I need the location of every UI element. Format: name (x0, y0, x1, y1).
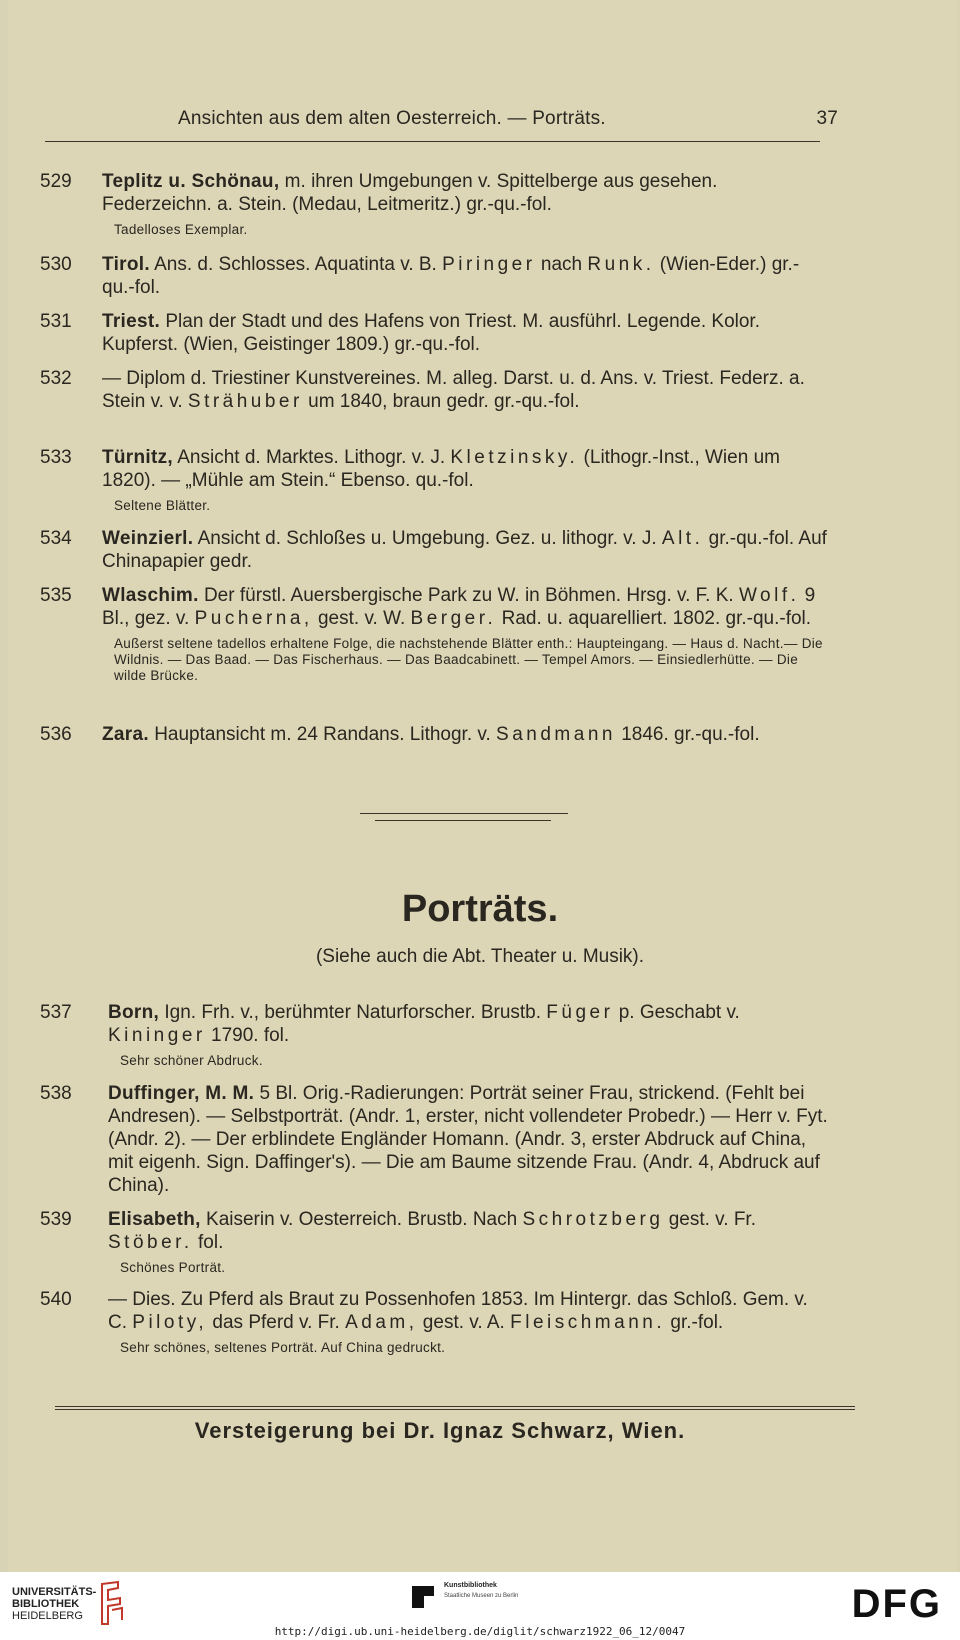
kunstbibliothek-flag-icon (410, 1584, 436, 1610)
entry-text: (Lithogr.-Inst., Wien um 1820). — „Mühle am Stein.“ Ebenso. qu.-fol. (102, 447, 780, 491)
running-title: Ansichten aus dem alten Oesterreich. — Porträts. (178, 108, 606, 129)
entry-text: das Pferd v. Fr. (207, 1312, 346, 1333)
entry-text: Kaiserin v. Oesterreich. Brustb. Nach (200, 1209, 523, 1230)
entry-text: 1790. fol. (205, 1025, 290, 1046)
artist-name: Fleischmann. (510, 1312, 666, 1333)
entry-text: Hauptansicht m. 24 Randans. Lithogr. v. (148, 724, 497, 745)
catalog-entry-540 (40, 1288, 830, 1356)
entry-text: Ansicht d. Marktes. Lithogr. v. J. (173, 447, 451, 468)
entry-name: Tirol. (102, 254, 150, 275)
uni-line-3: HEIDELBERG (12, 1610, 83, 1622)
artist-name: Alt. (661, 528, 704, 549)
university-library-label[interactable] (12, 1586, 96, 1622)
entry-text: Ans. d. Schlosses. Aquatinta v. B. (149, 254, 443, 275)
separator-rule (360, 813, 568, 814)
footer-rule (55, 1406, 855, 1407)
artist-name: Piringer (442, 254, 536, 275)
entry-number: 539 (40, 1209, 72, 1230)
artist-name: Strähuber (187, 391, 303, 412)
catalog-entry-534 (40, 527, 830, 573)
artist-name: Kininger (108, 1025, 206, 1046)
auction-footer: Versteigerung bei Dr. Ignaz Schwarz, Wien. (194, 1418, 686, 1443)
entry-name: Zara. (102, 724, 149, 745)
entry-text: — Dies. Zu Pferd als Braut zu Possenhofen 1853. Im Hintergr. das Schloß. Gem. v. C. (108, 1289, 808, 1333)
entry-name: Wlaschim. (102, 585, 199, 606)
entry-text: fol. (192, 1232, 224, 1253)
entry-text: Plan der Stadt und des Hafens von Triest. M. ausführl. Legende. Kolor. Kupferst. (Wien, Geistinger 1809.) gr.-qu.-fol. (102, 311, 760, 355)
entry-number: 536 (40, 724, 72, 745)
artist-name: Schrotzberg (522, 1209, 664, 1230)
entry-text: um 1840, braun gedr. gr.-qu.-fol. (302, 391, 580, 412)
header-rule (45, 141, 820, 142)
entry-number: 540 (40, 1289, 72, 1310)
entry-note: Tadelloses Exemplar. (114, 222, 248, 237)
entry-name: Teplitz u. Schönau, (102, 171, 280, 192)
separator-rule (375, 820, 551, 821)
entry-text: m. ihren Umgebungen v. Spittelberge aus gesehen. Federzeichn. a. Stein. (Medau, Leitmeritz.) gr.-qu.-fol. (102, 171, 718, 215)
catalog-entry-533 (40, 446, 830, 514)
entry-number: 533 (40, 447, 72, 468)
entry-text: nach (535, 254, 588, 275)
artist-name: Runk. (587, 254, 655, 275)
entry-text: Ign. Frh. v., berühmter Naturforscher. Brustb. (159, 1002, 547, 1023)
university-logo-icon (98, 1580, 126, 1626)
catalog-entry-530 (40, 253, 830, 299)
entry-number: 531 (40, 311, 72, 332)
entry-note: Seltene Blätter. (114, 498, 211, 513)
entry-text: (Wien-Eder.) gr.-qu.-fol. (102, 254, 800, 298)
catalog-entry-537 (40, 1001, 830, 1069)
entry-number: 532 (40, 368, 72, 389)
artist-name: Adam, (345, 1312, 418, 1333)
artist-name: Piloty, (132, 1312, 208, 1333)
entry-text: gr.-fol. (665, 1312, 724, 1333)
entry-text: 1846. gr.-qu.-fol. (615, 724, 760, 745)
catalog-entry-536 (40, 723, 830, 746)
catalog-entry-531 (40, 310, 830, 356)
entry-text: Der fürstl. Auersbergische Park zu W. in Böhmen. Hrsg. v. F. K. (198, 585, 739, 606)
catalog-entry-535 (40, 584, 830, 684)
artist-name: Pucherna, (194, 608, 313, 629)
entry-text: — Diplom d. Triestiner Kunstvereines. M. alleg. Darst. u. d. Ans. v. Triest. Federz. a. Stein v. v. (102, 368, 805, 412)
page-number: 37 (816, 108, 838, 129)
catalog-entry-529 (40, 170, 830, 238)
entry-name: Born, (108, 1002, 160, 1023)
artist-name: Wolf. (738, 585, 800, 606)
entry-name: Weinzierl. (102, 528, 194, 549)
section-subtitle: (Siehe auch die Abt. Theater u. Musik). (315, 946, 645, 967)
entry-number: 534 (40, 528, 72, 549)
entry-name: Triest. (102, 311, 161, 332)
entry-note: Sehr schönes, seltenes Porträt. Auf China gedruckt. (120, 1340, 446, 1355)
uni-line-2: BIBLIOTHEK (12, 1598, 80, 1610)
entry-note: Außerst seltene tadellos erhaltene Folge, die nachstehende Blätter enth.: Haupteingang. — Haus d. Nacht.— Die Wildnis. — Das Baad. — Das Fischerhaus. — Das Baadcabinett. — Tempel Amors. — Einsiedlerhütte. — Die wilde Brücke. (114, 636, 823, 683)
kunst-line-1: Kunstbibliothek (444, 1582, 497, 1589)
entry-text: 5 Bl. Orig.-Radierungen: Porträt seiner Frau, strickend. (Fehlt bei Andresen). — Selbstporträt. (Andr. 1, erster, nicht vollendeter Probedr.) — Herr v. Fyt. (Andr. 2). — Der erblindete Engländer Homann. (Andr. 3, erster Abdruck auf China, mit eigenh. Sign. Daffinger's). — Die am Baume sitzende Frau. (Andr. 4, Abdruck auf China). (108, 1083, 828, 1196)
artist-name: Füger (546, 1002, 614, 1023)
footer-rule (55, 1409, 855, 1410)
entry-number: 529 (40, 171, 72, 192)
entry-text: gest. v. A. (417, 1312, 511, 1333)
artist-name: Stöber. (108, 1232, 193, 1253)
catalog-entry-532 (40, 367, 830, 413)
entry-number: 530 (40, 254, 72, 275)
entry-note: Schönes Porträt. (120, 1260, 226, 1275)
entry-name: Türnitz, (102, 447, 173, 468)
entry-text: Ansicht d. Schloßes u. Umgebung. Gez. u. lithogr. v. J. (193, 528, 662, 549)
dfg-logo[interactable]: DFG (851, 1582, 942, 1626)
entry-number: 537 (40, 1002, 72, 1023)
entry-text: gest. v. W. (312, 608, 411, 629)
uni-line-1: UNIVERSITÄTS- (12, 1586, 97, 1598)
entry-text: gr.-qu.-fol. Auf Chinapapier gedr. (102, 528, 827, 572)
entry-text: gest. v. Fr. (663, 1209, 756, 1230)
artist-name: Kletzinsky. (450, 447, 579, 468)
entry-text: Rad. u. aquarelliert. 1802. gr.-qu.-fol. (496, 608, 812, 629)
catalog-entry-539 (40, 1208, 830, 1276)
kunst-line-2: Staatliche Museen zu Berlin (444, 1593, 519, 1599)
artist-name: Sandmann (496, 724, 616, 745)
entry-number: 538 (40, 1083, 72, 1104)
permalink-url[interactable]: http://digi.ub.uni-heidelberg.de/diglit/schwarz1922_06_12/0047 (274, 1625, 686, 1638)
entry-note: Sehr schöner Abdruck. (120, 1053, 263, 1068)
entry-name: Elisabeth, (108, 1209, 201, 1230)
artist-name: Berger. (410, 608, 497, 629)
entry-number: 535 (40, 585, 72, 606)
entry-name: Duffinger, M. M. (108, 1083, 255, 1104)
entry-text: p. Geschabt v. (613, 1002, 740, 1023)
catalog-entry-538 (40, 1082, 830, 1197)
section-title: Porträts. (401, 888, 559, 930)
entry-text: 9 Bl., gez. v. (102, 585, 816, 629)
digitization-bar (0, 1572, 960, 1640)
